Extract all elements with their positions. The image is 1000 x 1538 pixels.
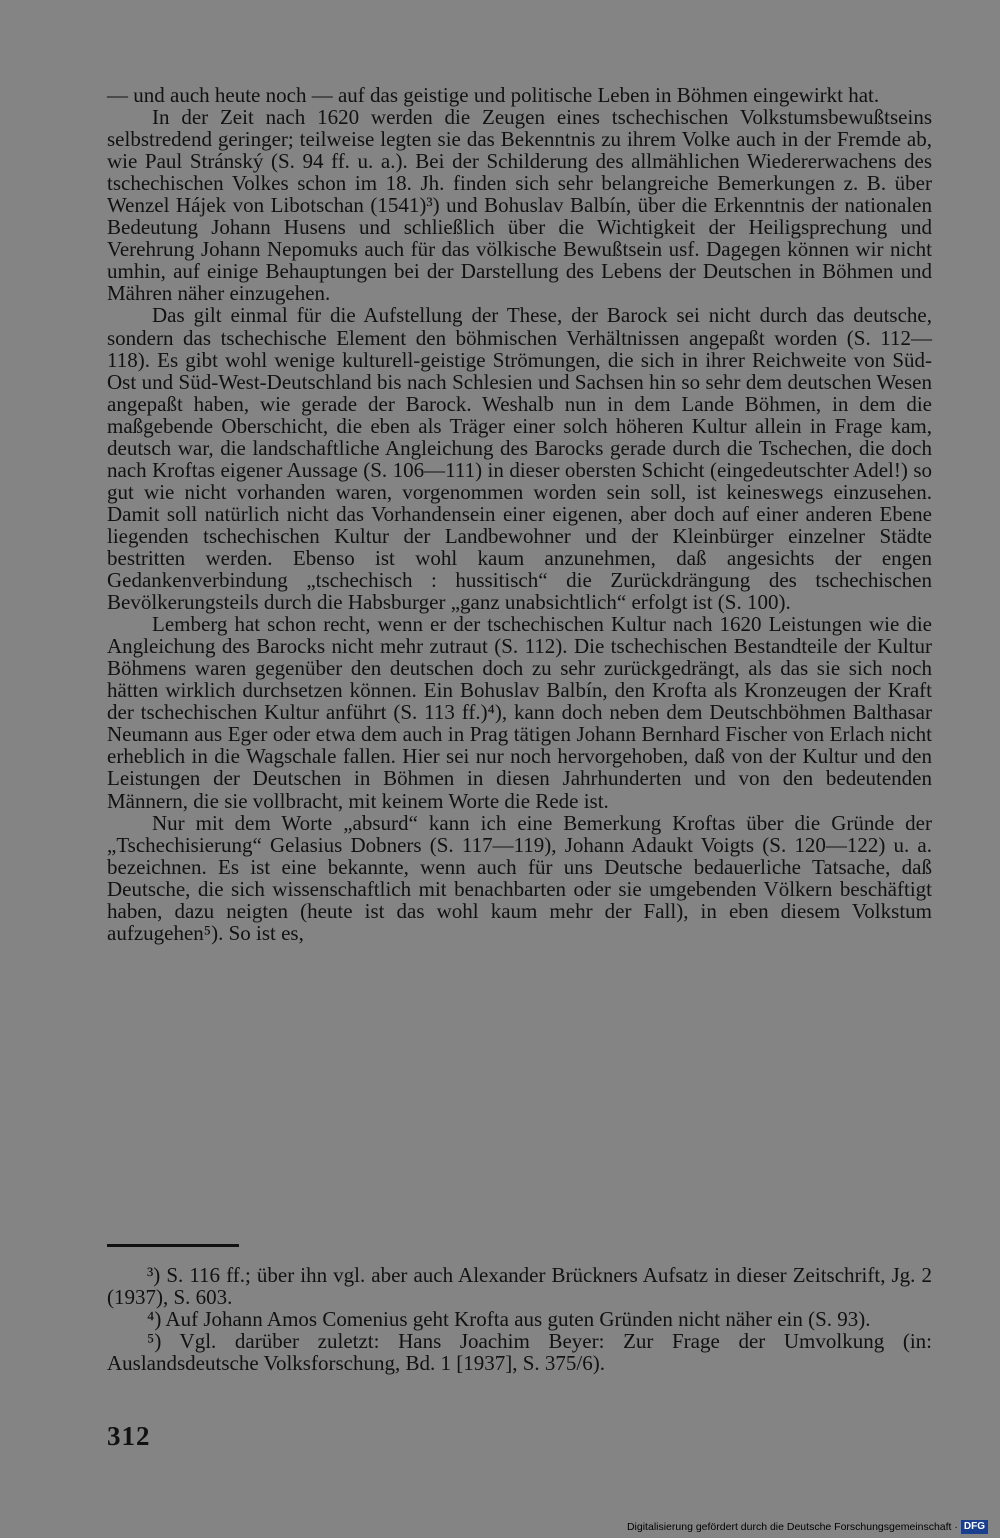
digitization-credit <box>627 1520 988 1534</box>
paragraph: — und auch heute noch — auf das geistige und politische Leben in Böhmen eingewirkt hat. <box>107 83 880 107</box>
body-text <box>107 84 932 944</box>
paragraph: Nur mit dem Worte „absurd“ kann ich eine Bemerkung Kroftas über die Gründe der „Tschechisierung“ Gelasius Dobners (S. 117—119), Johann Adaukt Voigts (S. 120—122) u. a. bezeichnen. Es ist eine bekannte, wenn auch für uns Deutsche bedauerliche Tatsache, daß Deutsche, die sich wissenschaftlich mit benachbarten oder sie umgebenden Völkern beschäftigt haben, dazu neigten (heute ist das wohl kaum mehr der Fall), in eben diesem Volkstum aufzugehen⁵). So ist es, <box>107 810 932 945</box>
paragraph: Lemberg hat schon recht, wenn er der tschechischen Kultur nach 1620 Leistungen wie die Angleichung des Barocks nicht mehr zutraut (S. 112). Die tschechischen Bestandteile der Kultur Böhmens waren gegenüber den deutschen doch zu sehr zurückgedrängt, als das sie sich noch hätten wirklich durchsetzen können. Ein Bohuslav Balbín, den Krofta als Kronzeugen der Kraft der tschechischen Kultur anführt (S. 113 ff.)⁴), kann doch neben dem Deutschböhmen Balthasar Neumann aus Eger oder etwa dem auch in Prag tätigen Johann Bernhard Fischer von Erlach nicht erheblich in die Wagschale fallen. Hier sei nur noch hervorgehoben, daß von der Kultur und den Leistungen der Deutschen in Böhmen in diesen Jahrhunderten und von den bedeutenden Männern, die sie vollbracht, mit keinem Worte die Rede ist. <box>107 612 932 813</box>
footnote: ⁵) Vgl. darüber zuletzt: Hans Joachim Beyer: Zur Frage der Umvolkung (in: Auslandsdeutsche Volksforschung, Bd. 1 [1937], S. 375/6). <box>107 1329 932 1375</box>
footnote: ³) S. 116 ff.; über ihn vgl. aber auch Alexander Brückners Aufsatz in dieser Zeitschrift, Jg. 2 (1937), S. 603. <box>107 1263 932 1309</box>
footnote: ⁴) Auf Johann Amos Comenius geht Krofta aus guten Gründen nicht näher ein (S. 93). <box>147 1307 871 1331</box>
page-number: 312 <box>107 1421 151 1451</box>
dfg-logo-icon: DFG <box>961 1520 988 1534</box>
paragraph: Das gilt einmal für die Aufstellung der These, der Barock sei nicht durch das deutsche, sondern das tschechische Element den böhmischen Verhältnissen angepaßt worden (S. 112—118). Es gibt wohl wenige kulturell-geistige Strömungen, die sich in ihrer Reichweite von Süd-Ost und Süd-West-Deutschland bis nach Schlesien und Sachsen hin so sehr dem deutschen Wesen angepaßt haben, wie gerade der Barock. Weshalb nun in dem Lande Böhmen, in dem die maßgebende Oberschicht, die eben als Träger einer solch höheren Kultur allein in Frage kam, deutsch war, die landschaftliche Angleichung des Barocks gerade durch die Tschechen, die doch nach Kroftas eigener Aussage (S. 106—111) in dieser obersten Schicht (eingedeutschter Adel!) so gut wie nicht vorhanden waren, vorgenommen worden sein soll, ist keineswegs einzusehen. Damit soll natürlich nicht das Vorhandensein einer eigenen, aber doch auf einer anderen Ebene liegenden tschechischen Kultur der Landbewohner und der Kleinbürger einzelner Städte bestritten werden. Ebenso ist wohl kaum anzunehmen, daß angesichts der engen Gedankenverbindung „tschechisch : hussitisch“ die Zurückdrängung des tschechischen Bevölkerungsteils durch die Habsburger „ganz unabsichtlich“ erfolgt ist (S. 100). <box>107 303 932 615</box>
footnotes <box>107 1264 932 1374</box>
credit-text: Digitalisierung gefördert durch die Deutsche Forschungsgemeinschaft · <box>626 1521 958 1533</box>
paragraph: In der Zeit nach 1620 werden die Zeugen eines tschechischen Volkstumsbewußtseins selbstredend geringer; teilweise legten sie das Bekenntnis zu ihrem Volke auch in der Fremde ab, wie Paul Stránský (S. 94 ff. u. a.). Bei der Schilderung des allmählichen Wiedererwachens des tschechischen Volkes schon im 18. Jh. finden sich sehr belangreiche Bemerkungen z. B. über Wenzel Hájek von Libotschan (1541)³) und Bohuslav Balbín, über die Erkenntnis der nationalen Bedeutung Johann Husens und schließlich über die Wichtigkeit der Heiligsprechung und Verehrung Johann Nepomuks auch für das völkische Bewußtsein usf. Dagegen können wir nicht umhin, auf einige Behauptungen bei der Darstellung des Lebens der Deutschen in Böhmen und Mähren näher einzugehen. <box>107 105 932 306</box>
footnote-divider <box>107 1244 239 1247</box>
